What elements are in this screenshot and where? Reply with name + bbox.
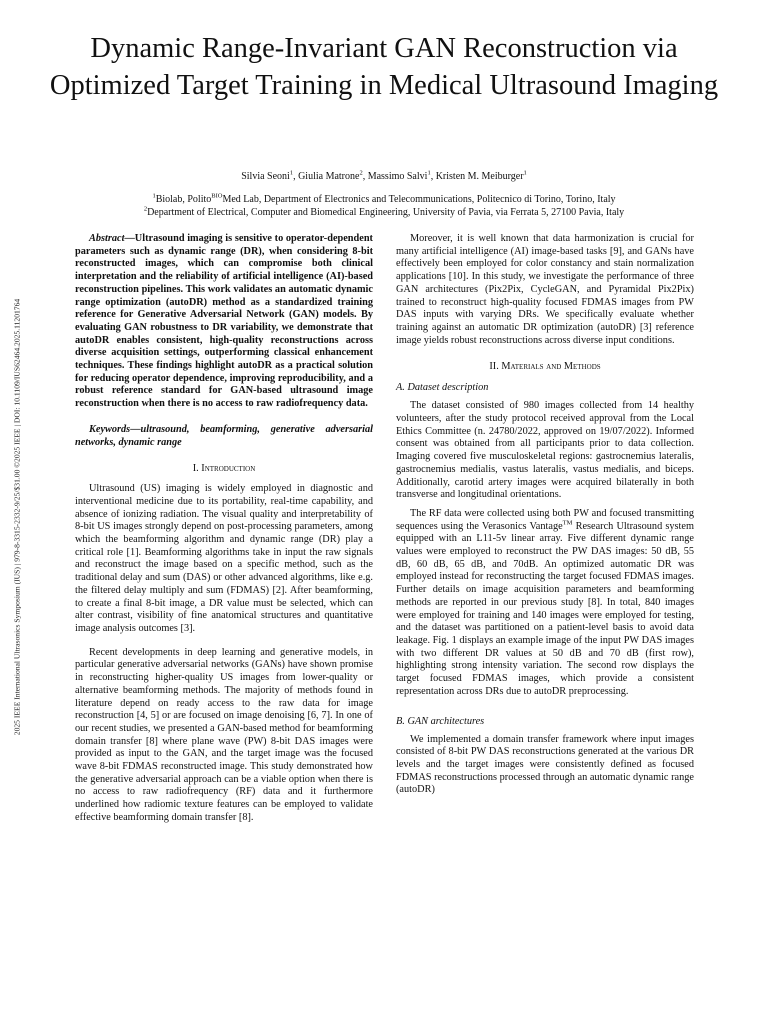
author-name: Massimo Salvi [367, 171, 428, 182]
keywords-label: Keywords [89, 423, 131, 435]
paragraph-text: The RF data were collected using both PW and focused transmitting sequences using the Verasonics Vantage [396, 507, 694, 532]
author-name: Kristen M. Meiburger [435, 171, 524, 182]
intro-paragraph-3: Moreover, it is well known that data harmonization is crucial for many artificial intelligence (AI) image-based tasks [9], and GANs have effectively been employed for color constancy and stain normalization applications [10]. In this study, we investigate the performance of three GAN architectures (Pix2Pix, CycleGAN, and Pyramidal Pix2Pix) trained to reconstruct high-quality focused FDMAS images from PW DAS inputs with varying DRs. We specifically evaluate whether training against an automatic DR optimization (autoDR) [3] reference image yields robust reconstructions across diverse input conditions. [396, 233, 694, 346]
abstract-label: Abstract [89, 233, 125, 244]
dataset-paragraph-1: The dataset consisted of 980 images collected from 14 healthy volunteers, after the study protocol received approval from the Local Ethics Committee (n. 24780/2022, approved on 19/07/2022). Informed consent was obtained from all participants prior to data collection. Imaging covered five musculoskeletal regions: gastrocnemius lateralis, gastrocnemius medialis, vastus lateralis, vastus medialis, and biceps. Additionally, carotid artery images were acquired bilaterally in both transverse and longitudinal orientations. [396, 400, 694, 501]
affiliation-line-2 [40, 206, 728, 219]
subsection-heading-dataset: A. Dataset description [396, 382, 489, 394]
keywords-dash: — [130, 423, 141, 435]
abstract [75, 233, 373, 411]
author-affiliation-mark: 2 [359, 169, 363, 177]
affiliation-mark: 1 [152, 192, 156, 200]
affiliation-mark: 2 [143, 205, 148, 213]
copyright-sidebar [7, 232, 27, 802]
dataset-paragraph-2 [396, 508, 694, 699]
affiliation-text: Department of Electrical, Computer and Biomedical Engineering, University of Pavia, via Ferrata 5, 27100 Pavia, Italy [147, 207, 625, 218]
trademark-mark: TM [562, 519, 573, 527]
author-affiliation-mark: 1 [523, 169, 527, 177]
right-column [396, 233, 694, 797]
author-list: Silvia Seoni$^1$, Giulia Matrone$^2$, Massimo Salvi$^1$, Kristen M. Meiburger$^1$ [241, 169, 527, 182]
keywords [75, 424, 373, 449]
author-name: Silvia Seoni [241, 171, 290, 182]
abstract-dash: — [124, 233, 135, 244]
abstract-text: Ultrasound imaging is sensitive to operator-dependent parameters such as dynamic range (DR), when considering 8-bit reconstructed images, which can compromise both clinical interpretation and the reliability of artificial intelligence (AI)-based reconstruction pipelines. This work validates an automatic dynamic range optimization (autoDR) method as a standardized training reference for Generative Adversarial Network (GAN) models. By evaluating GAN robustness to DR variability, we demonstrate that autoDR enables consistent, high-quality reconstructions across diverse acquisition settings, outperforming classical enhancement techniques. These findings highlight autoDR as a practical solution for reducing operator dependence, improving reproducibility, and a robust reference standard for GAN-based ultrasound image reconstruction when there is no access to raw radiofrequency data. [75, 233, 373, 410]
affiliation-line-1 [40, 193, 728, 206]
author-affiliation-mark: 1 [289, 169, 294, 177]
affiliation-text: Biolab, Polito [155, 194, 212, 205]
author-name: Giulia Matrone [298, 171, 360, 182]
paragraph-text: Research Ultrasound system equipped with an L11-5v linear array. Five different dynamic range values were employed to reconstruct the PW DAS images: 50 dB, 55 dB, 60 dB, 65 dB, and 70dB. An optimized automatic DR was employed instead for reconstructing the target focused FDMAS images. Further details on image acquisition parameters and beamforming methods are reported in our previous study [8]. In total, 840 images were employed for training and 140 images were employed for testing, and the dataset was partitioned on a patient-level basis to avoid data leakage. Fig. 1 displays an example image of the input PW DAS images with two different DR values at 50 dB and 70 dB (first row), highlighting strong intensity variation. The second row displays the target focused FDMAS images, which provide a consistent representation across DRs due to autoDR preprocessing. [396, 520, 694, 697]
affiliation-text: Med Lab, Department of Electronics and Telecommunications, Politecnico di Torino, Torino, Italy [222, 194, 616, 205]
section-heading-introduction: I. Introduction [192, 463, 256, 475]
paper-title: Dynamic Range-Invariant GAN Reconstruction via Optimized Target Training in Medical Ultrasound Imaging [49, 33, 719, 101]
gan-paragraph-1: We implemented a domain transfer framework where input images consisted of 8-bit PW DAS reconstructions generated at the various DR levels and the target images were consistently defined as focused FDMAS reconstructions processed through an automatic dynamic range (autoDR) [396, 733, 694, 796]
affiliations [40, 193, 728, 219]
affiliation-superscript: BIO [211, 192, 223, 200]
left-column [75, 233, 373, 825]
intro-paragraph-1: Ultrasound (US) imaging is widely employed in diagnostic and interventional medicine due to its portability, real-time capability, and absence of ionizing radiation. The visual quality and interpretability of 8-bit US images strongly depend on post-processing parameters, among which the beamforming algorithm and dynamic range (DR) play a critical role [1]. Beamforming algorithms take in input the raw signals and reconstruct the image based on a specific method, such as the traditional delay and sum (DAS) or other advanced algorithms, like e.g. the filtered delay multiply and sum (FDMAS) [2]. After beamforming, to create a final 8-bit image, a DR value must be selected, which can alter contrast, visibility of fine anatomical structures and quantitative image analysis outcomes [3]. [75, 483, 373, 634]
section-heading-methods: II. Materials and Methods [489, 361, 601, 373]
doi-line: 2025 IEEE International Ultrasonics Symposium (IUS) | 979-8-3315-2332-9/25/$31.00 ©2025 IEEE | DOI: 10.1109/IUS62464.2025.11201764 [12, 298, 22, 736]
keywords-text: ultrasound, beamforming, generative adversarial networks, dynamic range [75, 423, 373, 448]
intro-paragraph-2: Recent developments in deep learning and generative models, in particular generative adversarial networks (GANs) have shown promise in reconstructing higher-quality US images from lower-quality or alternative beamforming methods. The majority of methods found in literature depend on ready access to the raw data for image reconstruction [4, 5] or are focused on image denoising [6, 7]. In one of our recent studies, we presented a GAN-based method for beamforming domain transfer [8] where plane wave (PW) 8-bit DAS images were provided as input to the GAN, and the target image was the focused wave 8-bit FDMAS reconstructed image. This study demonstrated how the generative adversarial approach can be a viable option when there is no access to raw radiofrequency (RF) data and it furthermore underlined how radiomic texture features can be employed to validate effective beamforming domain transfer [8]. [75, 646, 373, 823]
author-affiliation-mark: 1 [427, 169, 431, 177]
subsection-heading-gan: B. GAN architectures [396, 715, 485, 727]
